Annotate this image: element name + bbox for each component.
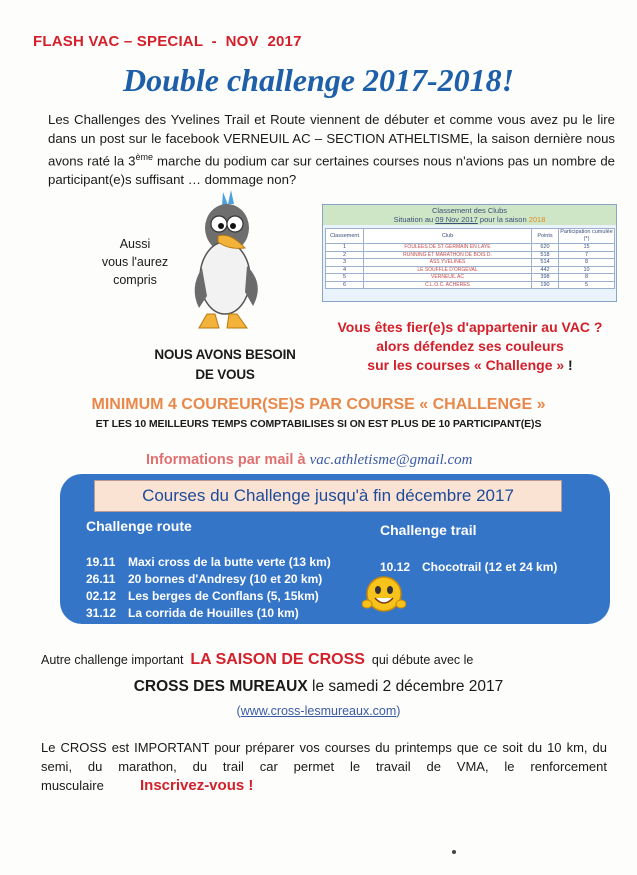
table-row [326, 251, 615, 259]
need-you-text: NOUS AVONS BESOIN DE VOUS [154, 347, 296, 382]
email-link[interactable]: vac.athletisme@gmail.com [309, 452, 473, 468]
club-name: VERNEUIL AC [364, 274, 532, 282]
rank: 6 [326, 281, 364, 289]
participation: 5 [559, 281, 615, 289]
club-name: FOULEES DE ST GERMAIN EN LAYE [364, 244, 532, 252]
intro-paragraph: Les Challenges des Yvelines Trail et Route viennent de débuter et comme vous avez pu le lire dans un post sur le facebook VERNEUIL AC – SECTION ATHELTISME, la saison dernière nous avons raté la 3ème marche du podium car sur certaines courses nous n'avions pas un nombre de participant(e)s suffisant … dommage non? [48, 112, 615, 187]
minimum-runners: MINIMUM 4 COUREUR(SE)S PAR COURSE « CHALLENGE » [91, 396, 546, 413]
proud-callout: Vous êtes fier(e)s d'appartenir au VAC ? alors défendez ses couleurs sur les courses « Challenge » ! [337, 319, 603, 373]
rank: 3 [326, 259, 364, 267]
points: 620 [532, 244, 559, 252]
participation: 10 [559, 266, 615, 274]
courses-title: Courses du Challenge jusqu'à fin décembre 2017 [94, 480, 562, 512]
autre-challenge: Autre challenge important LA SAISON DE CROSS qui débute avec le [41, 651, 474, 668]
points: 190 [532, 281, 559, 289]
points: 398 [532, 274, 559, 282]
participation: 15 [559, 244, 615, 252]
challenge-route-heading: Challenge route [86, 518, 192, 534]
club-name: LE SOUFFLE D'ORGEVAL [364, 266, 532, 274]
club-name: RUNNING ET MARATHON DE BOIS D. [364, 251, 532, 259]
inscrivez-vous: Inscrivez-vous ! [139, 777, 254, 794]
table-row [326, 281, 615, 289]
page-title: Double challenge 2017-2018! [122, 62, 515, 98]
table-row [326, 266, 615, 274]
header-points: Points [532, 229, 559, 244]
rank: 5 [326, 274, 364, 282]
ranking-situation: Situation au 09 Nov 2017 pour la saison 2018 [323, 215, 616, 225]
route-race: 02.12 Les berges de Conflans (5, 15km) [86, 589, 319, 603]
route-race: 31.12 La corrida de Houilles (10 km) [86, 606, 299, 620]
route-race: 19.11 Maxi cross de la butte verte (13 km) [86, 555, 331, 569]
cross-date: CROSS DES MUREAUX le samedi 2 décembre 2017 [133, 678, 504, 695]
club-name: ASS YVELINES [364, 259, 532, 267]
cross-importance: Le CROSS est IMPORTANT pour préparer vos courses du printemps que ce soit du 10 km, du semi, du marathon, du trail car permet le travail de VMA, le renforcement musculaire Inscrivez-vous ! [41, 740, 607, 794]
points: 442 [532, 266, 559, 274]
info-line: Informations par mail à vac.athletisme@gmail.com [146, 452, 473, 468]
website-link[interactable]: www.cross-lesmureaux.com [240, 704, 397, 718]
header-classement: Classement [326, 229, 364, 244]
scan-dot [452, 850, 456, 854]
table-row [326, 259, 615, 267]
participation: 8 [559, 259, 615, 267]
header-club: Club [364, 229, 532, 244]
smiley-icon [362, 572, 406, 616]
participation: 7 [559, 251, 615, 259]
participation: 8 [559, 274, 615, 282]
ranking-header-row [326, 229, 615, 244]
table-row [326, 244, 615, 252]
rank: 2 [326, 251, 364, 259]
route-race: 26.11 20 bornes d'Andresy (10 et 20 km) [86, 572, 323, 586]
rank: 4 [326, 266, 364, 274]
header-participation: Participation cumulée (*) [560, 229, 613, 242]
challenge-trail-heading: Challenge trail [380, 522, 477, 538]
trail-race: 10.12 Chocotrail (12 et 24 km) [380, 560, 558, 574]
cross-website: (www.cross-lesmureaux.com) [236, 704, 401, 718]
club-name: C.L.O.C. ACHERES [364, 281, 532, 289]
table-row [326, 274, 615, 282]
aussi-text: Aussi vous l'aurez compris [101, 237, 169, 287]
points: 518 [532, 251, 559, 259]
flash-header: FLASH VAC – SPECIAL - NOV 2017 [33, 33, 302, 50]
bird-mascot-icon [185, 188, 270, 338]
club-ranking-table [322, 204, 617, 302]
ranking-title: Classement des Clubs [323, 205, 616, 215]
rank: 1 [326, 244, 364, 252]
points: 514 [532, 259, 559, 267]
best-times-note: ET LES 10 MEILLEURS TEMPS COMPTABILISES SI ON EST PLUS DE 10 PARTICIPANT(E)S [95, 418, 542, 430]
